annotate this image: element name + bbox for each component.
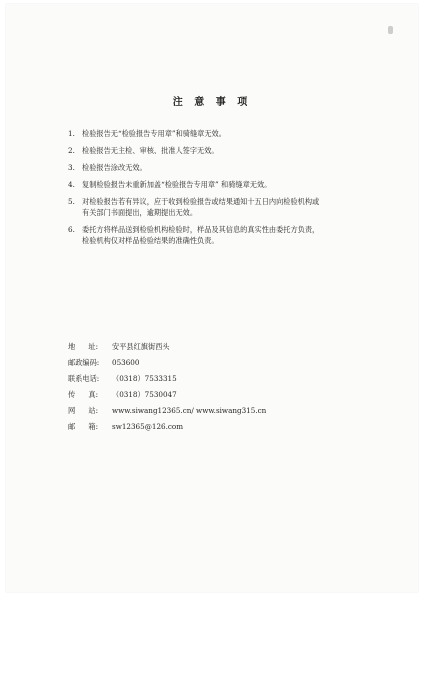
notice-text: 复制检验报告未重新加盖“检验报告专用章” 和骑缝章无效。	[82, 180, 272, 189]
contact-email	[68, 421, 388, 432]
contact-fax	[68, 389, 388, 400]
notice-number: 4.	[68, 180, 75, 189]
notice-text: 检验报告无主检、审核、批准人签字无效。	[82, 146, 219, 155]
postcode-label: 邮政编码:	[68, 358, 100, 367]
scan-speck	[388, 26, 393, 34]
notice-text-continued: 检验机构仅对样品检验结果的准确性负责。	[82, 236, 219, 245]
contact-address	[68, 341, 388, 352]
notice-number: 6.	[68, 225, 75, 234]
notice-item-1	[68, 128, 378, 139]
contact-postcode	[68, 357, 388, 368]
address-value: 安平县红旗街西头	[112, 342, 170, 351]
notice-number: 1.	[68, 129, 75, 138]
fax-value: （0318）7530047	[112, 390, 177, 399]
postcode-value: 053600	[112, 358, 140, 367]
address-label: 地 址:	[68, 342, 98, 351]
notice-heading: 注 意 事 项	[172, 97, 252, 108]
email-value: sw12365@126.com	[112, 422, 184, 431]
notice-list	[68, 128, 378, 252]
notice-item-4	[68, 179, 378, 190]
notice-text: 检验报告涂改无效。	[82, 163, 147, 172]
notice-item-5	[68, 196, 378, 218]
notice-text: 对检验报告若有异议，应于收到检验报告或结果通知十五日内向检验机构或	[82, 197, 320, 206]
notice-text-continued: 有关部门书面提出，逾期提出无效。	[82, 208, 198, 217]
contact-phone	[68, 373, 388, 384]
notice-number: 3.	[68, 163, 75, 172]
contact-website	[68, 405, 388, 416]
notice-item-2	[68, 145, 378, 156]
notice-item-3	[68, 162, 378, 173]
contact-info	[68, 341, 388, 437]
phone-value: （0318）7533315	[112, 374, 177, 383]
fax-label: 传 真:	[68, 390, 98, 399]
notice-text: 检验报告无“检验报告专用章”和骑缝章无效。	[82, 129, 226, 138]
phone-label: 联系电话:	[68, 374, 100, 383]
notice-number: 5.	[68, 197, 75, 206]
website-label: 网 站:	[68, 406, 98, 415]
notice-number: 2.	[68, 146, 75, 155]
notice-text: 委托方将样品送到检验机构检验时，样品及其信息的真实性由委托方负责，	[82, 225, 320, 234]
notice-item-6	[68, 224, 378, 246]
website-value: www.siwang12365.cn/ www.siwang315.cn	[112, 406, 267, 415]
email-label: 邮 箱:	[68, 422, 98, 431]
